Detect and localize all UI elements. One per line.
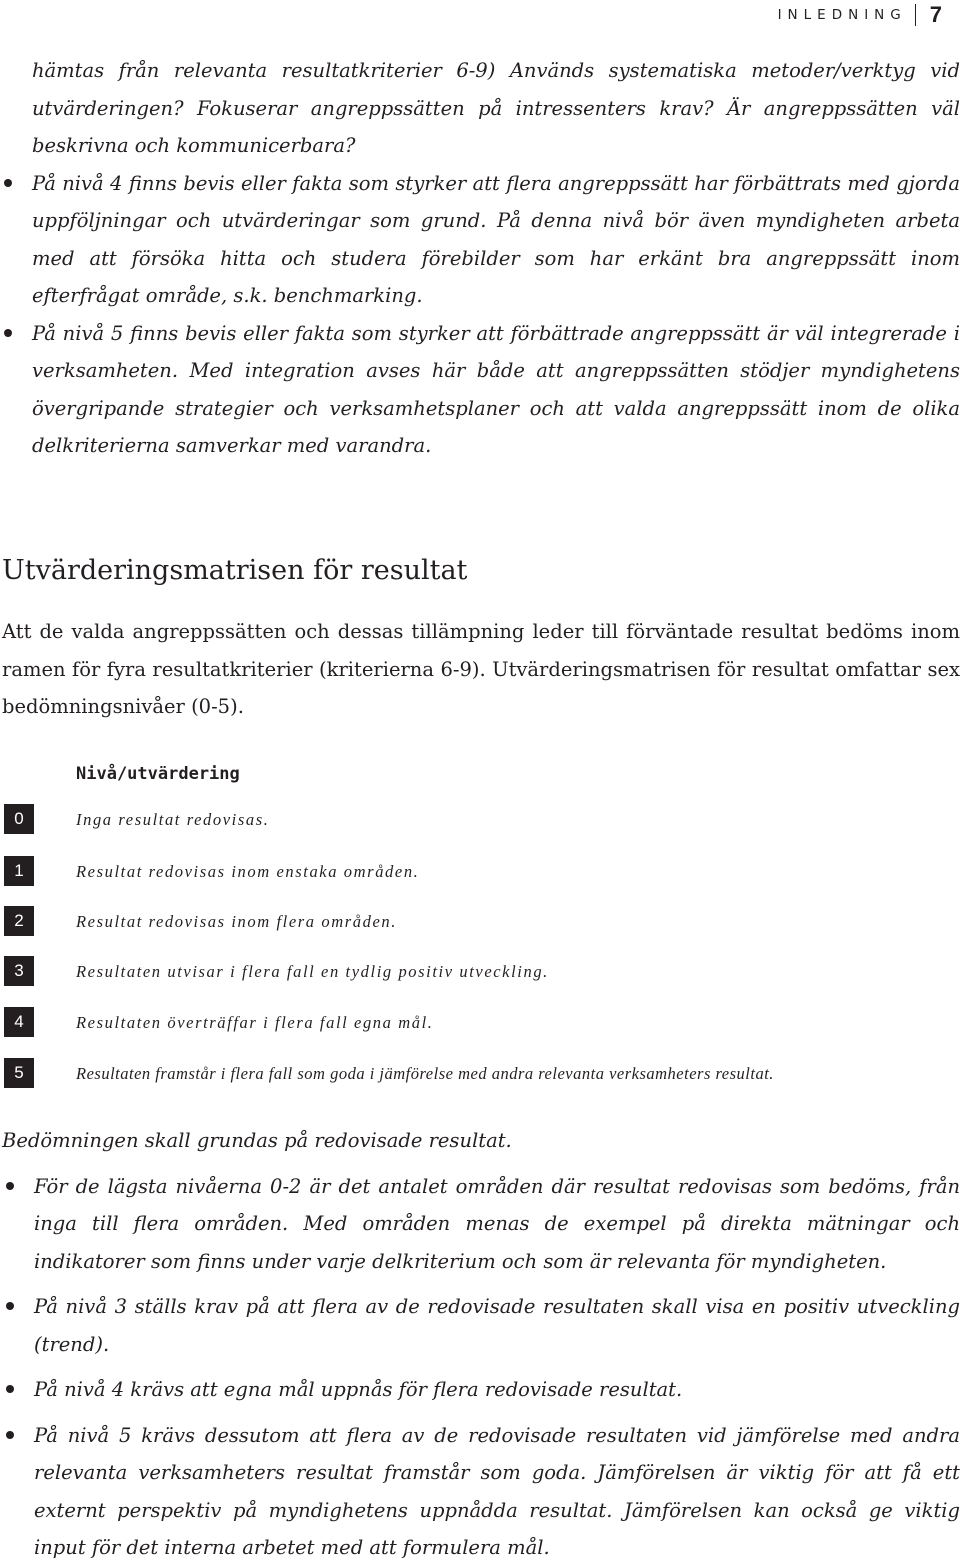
assessment-bullet-text: På nivå 5 krävs dessutom att flera av de redovisade resultaten vid jämförelse med andra relevanta verksamheters resultat framstår som goda. Jämförelsen är viktig för att få ett externt perspektiv på myndighetens uppnådda resultat. Jämförelsen kan också ge viktig input för det interna arbetet med att formulera mål.: [34, 1423, 960, 1559]
level-description: Resultaten överträffar i flera fall egna mål.: [76, 1013, 434, 1032]
assessment-bullet-text: På nivå 3 ställs krav på att flera av de redovisade resultaten skall visa en positiv utveckling (trend).: [34, 1295, 960, 1356]
level-number-badge: 4: [4, 1007, 34, 1037]
level-row: [0, 856, 960, 888]
bullet-dot: [4, 329, 12, 337]
level-row: [0, 956, 960, 988]
bullet-dot: [4, 179, 12, 187]
level-row: [0, 1058, 960, 1090]
level-number-badge: 2: [4, 906, 34, 936]
section-body-text: Att de valda angreppssätten och dessas tillämpning leder till förväntade resultat bedöms inom ramen för fyra resultatkriterier (kriterierna 6-9). Utvärderingsmatrisen för resultat omfattar sex bedömningsnivåer (0-5).: [2, 620, 960, 718]
intro-bullet: [0, 315, 960, 465]
bullet-dot: [6, 1302, 14, 1310]
assessment-section: [0, 1122, 960, 1567]
levels-title: Nivå/utvärdering: [76, 764, 240, 784]
level-description: Resultat redovisas inom flera områden.: [76, 912, 397, 931]
assessment-bullet: [2, 1288, 960, 1363]
level-row: [0, 906, 960, 938]
section-body: [0, 613, 960, 726]
assessment-bullet: [2, 1168, 960, 1281]
bullet-dot: [6, 1385, 14, 1393]
level-description: Resultaten utvisar i flera fall en tydlig positiv utveckling.: [76, 962, 549, 981]
level-description: Inga resultat redovisas.: [76, 810, 270, 829]
level-row: [0, 804, 960, 836]
assessment-lead: Bedömningen skall grundas på redovisade resultat.: [2, 1129, 512, 1152]
intro-section: [0, 52, 960, 465]
level-number-badge: 5: [4, 1058, 34, 1088]
level-number-badge: 1: [4, 856, 34, 886]
level-description: Resultat redovisas inom enstaka områden.: [76, 862, 420, 881]
level-row: [0, 1007, 960, 1039]
intro-bullet-text: På nivå 4 finns bevis eller fakta som styrker att flera angreppssätt har förbättrats med gjorda uppföljningar och utvärderingar som grund. På denna nivå bör även myndigheten arbeta med att försöka hitta och studera förebilder som har erkänt bra angreppssätt inom efterfrågat område, s.k. benchmarking.: [32, 171, 960, 307]
bullet-dot: [6, 1431, 14, 1439]
level-number-badge: 0: [4, 804, 34, 834]
section-heading: Utvärderingsmatrisen för resultat: [2, 555, 468, 586]
intro-bullet-text: På nivå 5 finns bevis eller fakta som styrker att förbättrade angreppssätt är väl integrerade i verksamheten. Med integration avses här både att angreppssätten stödjer myndighetens övergripande strategier och verksamhetsplaner och att valda angreppssätt inom de olika delkriterierna samverkar med varandra.: [32, 321, 960, 457]
level-description: Resultaten framstår i flera fall som goda i jämförelse med andra relevanta verksamheters resultat.: [76, 1064, 774, 1083]
assessment-bullet-text: För de lägsta nivåerna 0-2 är det antalet områden där resultat redovisas som bedöms, från inga till flera områden. Med områden menas de exempel på direkta mätningar och indikatorer som finns under varje delkriterium och som är relevanta för myndigheten.: [34, 1174, 960, 1273]
page-number: 7: [929, 2, 942, 27]
level-number-badge: 3: [4, 956, 34, 986]
bullet-dot: [6, 1182, 14, 1190]
page-header: [778, 2, 942, 28]
running-header-section: INLEDNING: [777, 7, 907, 23]
assessment-bullet: [2, 1371, 960, 1409]
header-divider: [915, 4, 916, 26]
intro-bullet: [0, 165, 960, 315]
intro-continuation: hämtas från relevanta resultatkriterier 6-9) Används systematiska metoder/verktyg vid utvärderingen? Fokuserar angreppssätten på intressenters krav? Är angreppssätten väl beskrivna och kommunicerbara?: [32, 59, 960, 157]
assessment-bullet: [2, 1417, 960, 1567]
assessment-bullet-text: På nivå 4 krävs att egna mål uppnås för flera redovisade resultat.: [34, 1378, 683, 1401]
